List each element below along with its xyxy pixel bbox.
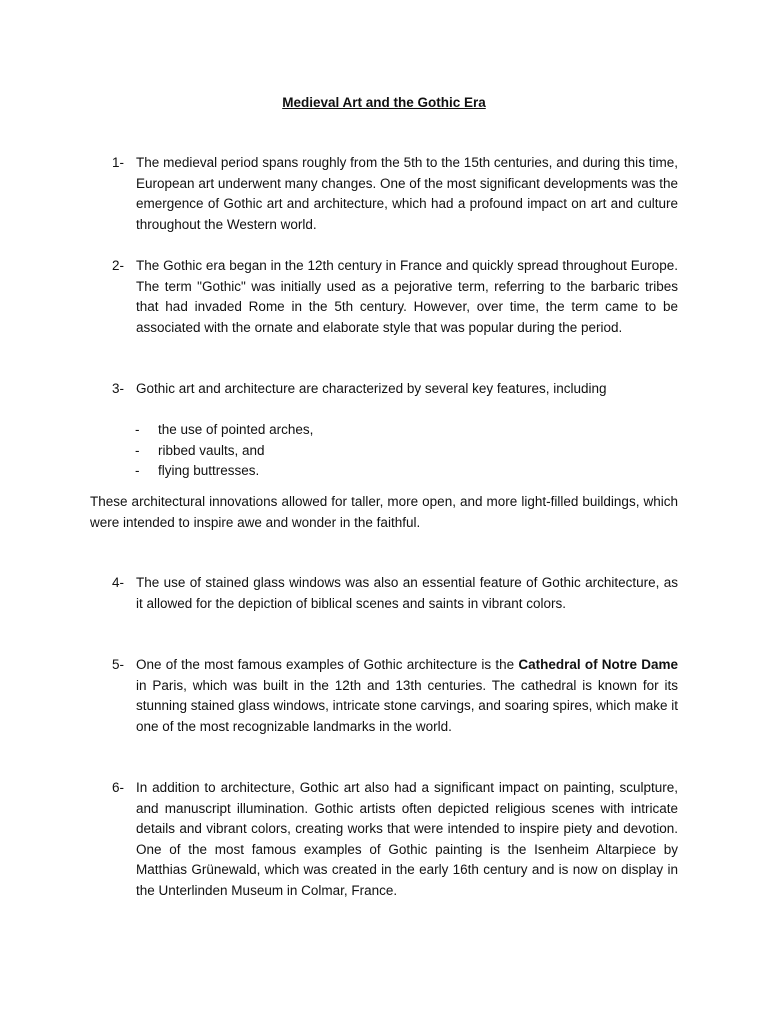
bullet-text: the use of pointed arches, bbox=[158, 422, 314, 437]
item-text: The use of stained glass windows was also an essential feature of Gothic architecture, as it allowed for the depiction of biblical scenes and saints in vibrant colors. bbox=[136, 575, 678, 611]
bullet-text: flying buttresses. bbox=[158, 463, 260, 479]
list-item-5 bbox=[112, 655, 678, 737]
list-item-2 bbox=[112, 256, 678, 338]
list-item-4 bbox=[112, 573, 678, 614]
item-text-before: One of the most famous examples of Gothic architecture is the bbox=[136, 657, 519, 672]
item-number: 1- bbox=[112, 155, 125, 170]
bullet-dash: - bbox=[135, 442, 140, 458]
item-text-after: in Paris, which was built in the 12th and 13th centuries. The cathedral is known for its stunning stained glass windows, intricate stone carvings, and soaring spires, which make it one of the most recognizable landmarks in the world. bbox=[136, 677, 678, 734]
bullet-text: ribbed vaults, and bbox=[158, 442, 265, 458]
item-number: 2- bbox=[112, 258, 125, 273]
item-text bbox=[136, 655, 678, 737]
document-title: Medieval Art and the Gothic Era bbox=[282, 95, 486, 110]
architecture-paragraph: These architectural innovations allowed for taller, more open, and more light-filled buildings, which were intended to inspire awe and wonder in the faithful. bbox=[90, 494, 678, 530]
bullet-dash: - bbox=[135, 422, 140, 437]
item-number: 3- bbox=[112, 381, 125, 396]
item-number: 4- bbox=[112, 575, 125, 590]
list-item-1 bbox=[112, 153, 678, 235]
item-text: The medieval period spans roughly from the 5th to the 15th centuries, and during this time, European art underwent many changes. One of the most significant developments was the emergence of Gothic art and architecture, which had a profound impact on art and culture throughout the Western world. bbox=[136, 155, 678, 232]
features-bullet-list bbox=[135, 420, 535, 482]
bullet-item bbox=[135, 420, 535, 441]
bullet-item bbox=[135, 441, 535, 462]
item-text: In addition to architecture, Gothic art also had a significant impact on painting, sculpture, and manuscript illumination. Gothic artists often depicted religious scenes with intricate details and vibrant colors, creating works that were intended to inspire piety and devotion. One of the most famous examples of Gothic painting is the Isenheim Altarpiece by Matthias Grünewald, which was created in the early 16th century and is now on display in the Unterlinden Museum in Colmar, France. bbox=[136, 780, 678, 898]
item-number: 5- bbox=[112, 657, 125, 672]
cathedral-name: Cathedral of Notre Dame bbox=[518, 657, 678, 672]
list-item-3 bbox=[112, 379, 678, 400]
item-text: Gothic art and architecture are characterized by several key features, including bbox=[136, 381, 607, 396]
bullet-item bbox=[135, 461, 535, 482]
list-item-6 bbox=[112, 778, 678, 902]
bullet-dash: - bbox=[135, 463, 140, 479]
item-text: The Gothic era began in the 12th century in France and quickly spread throughout Europe. The term "Gothic" was initially used as a pejorative term, referring to the barbaric tribes that had invaded Rome in the 5th century. However, over time, the term came to be associated with the ornate and elaborate style that was popular during the period. bbox=[136, 258, 678, 335]
item-number: 6- bbox=[112, 780, 125, 795]
